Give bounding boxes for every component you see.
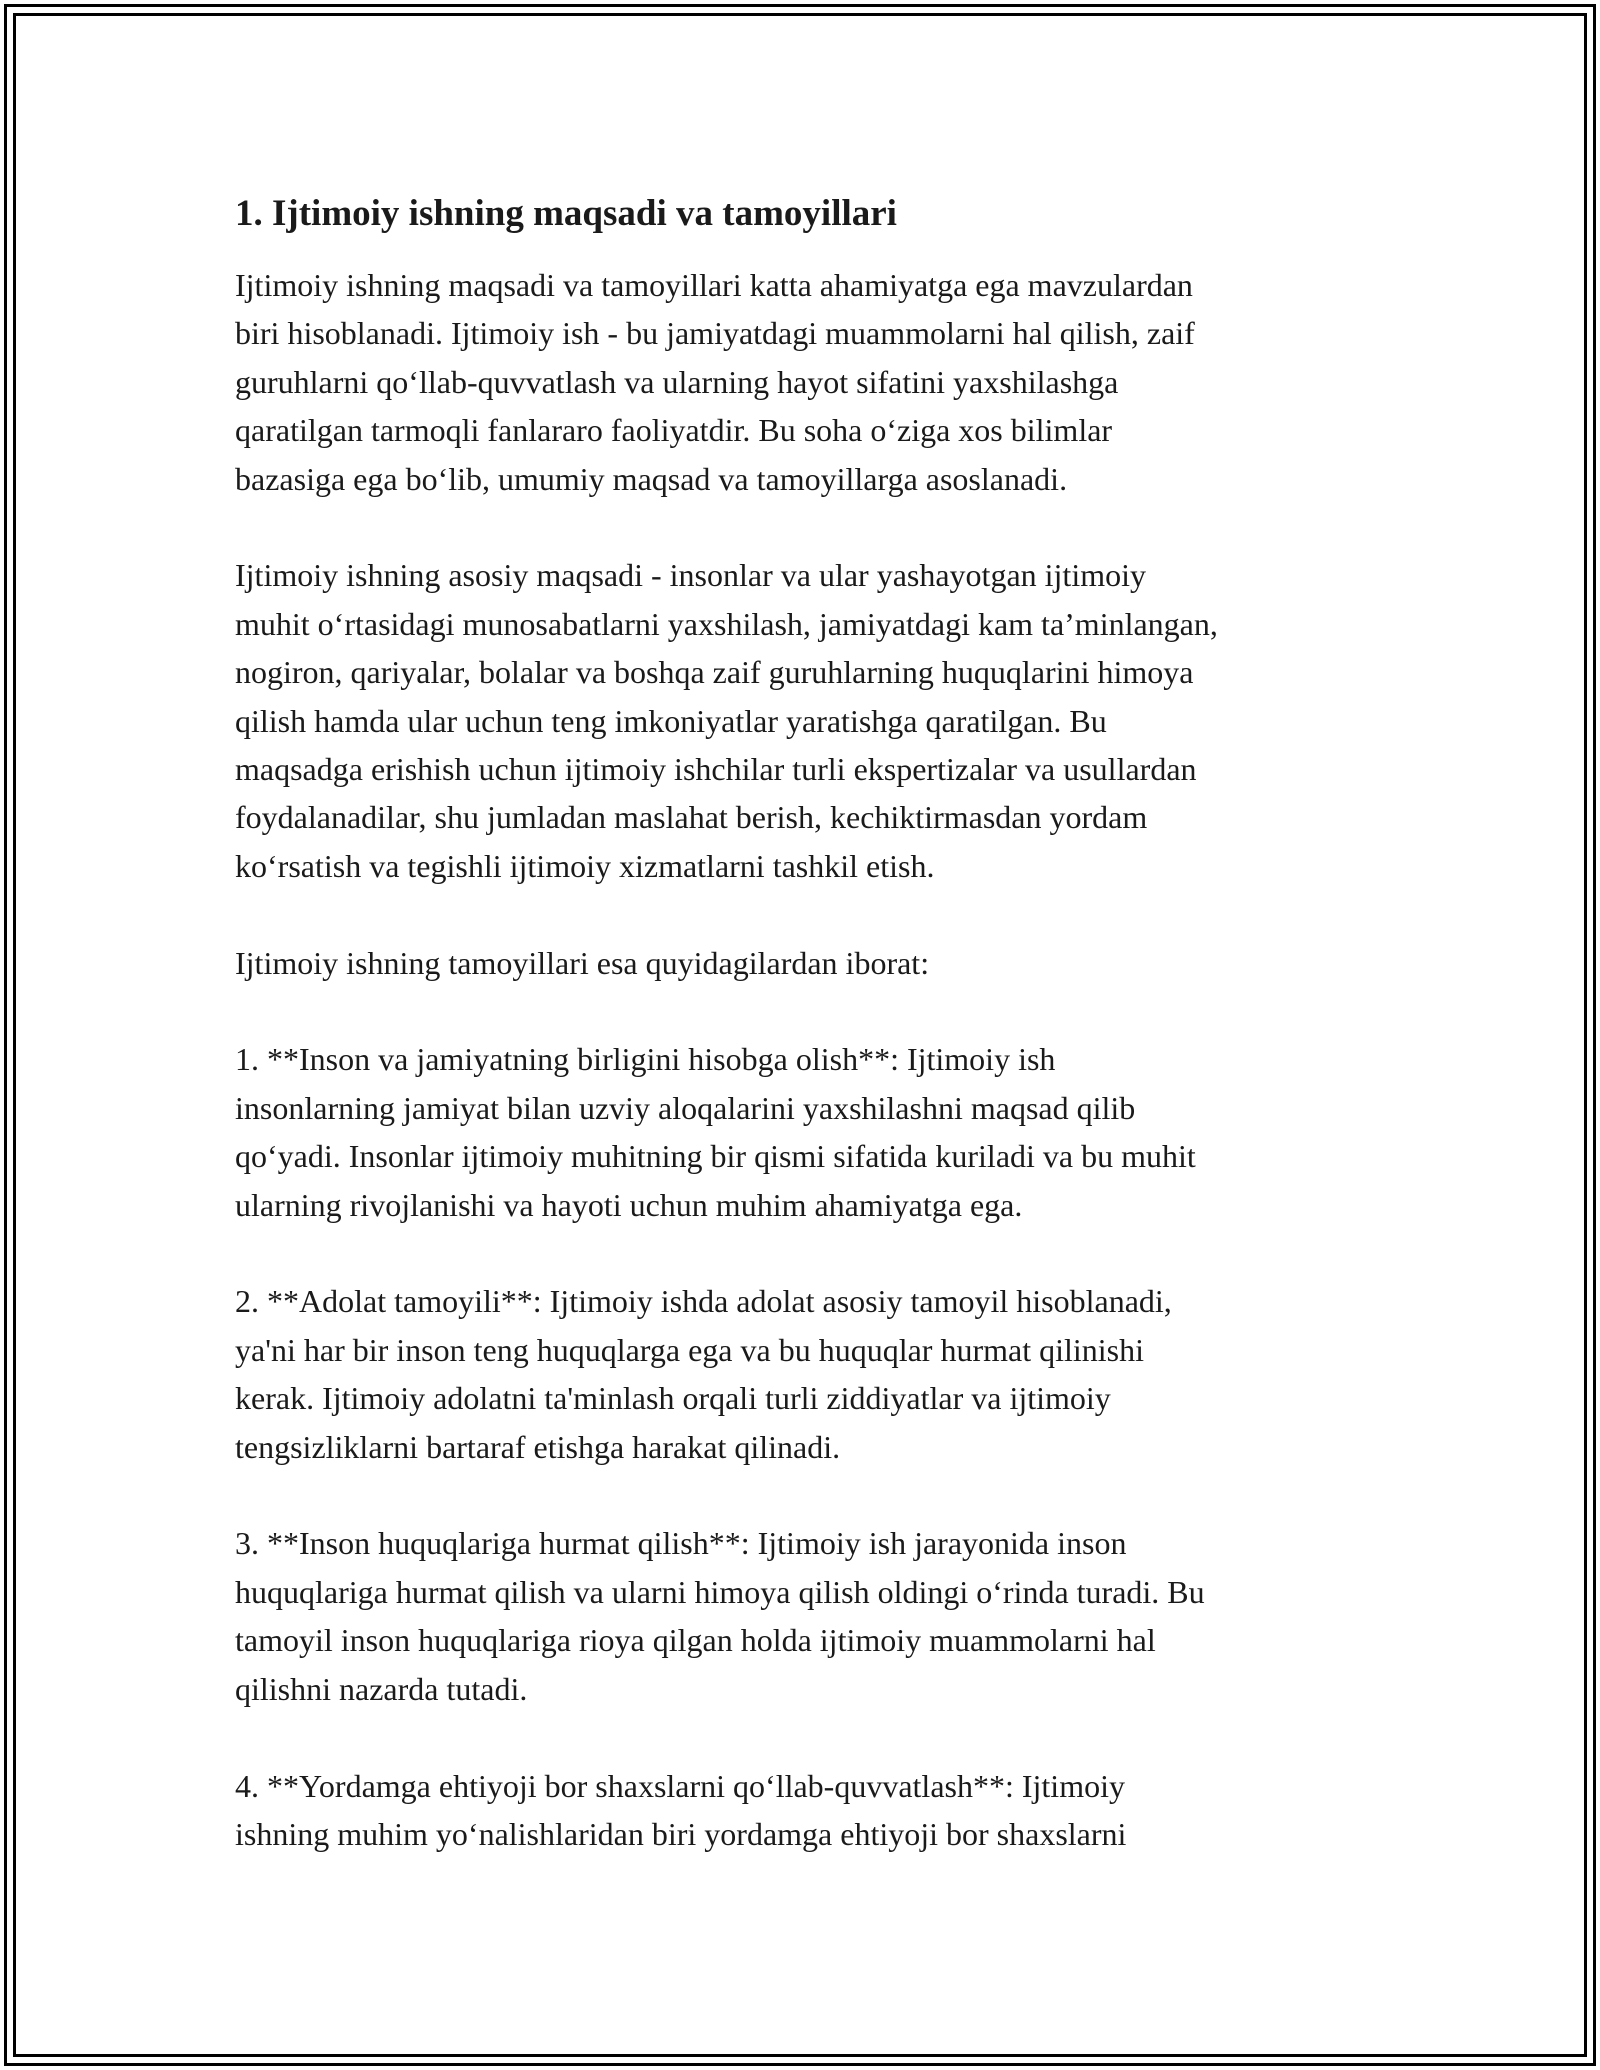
section-heading: 1. Ijtimoiy ishning maqsadi va tamoyillari — [235, 193, 897, 234]
paragraph-principles-intro: Ijtimoiy ishning tamoyillari esa quyidagilardan iborat: — [235, 944, 930, 981]
paragraph-intro: Ijtimoiy ishning maqsadi va tamoyillari katta ahamiyatga ega mavzulardan biri hisoblanadi. Ijtimoiy ish - bu jamiyatdagi muammolarni hal qilish, zaif guruhlarni qo‘llab-quvvatlash va ularning hayot sifatini yaxshilashga qaratilgan tarmoqli fanlararo faoliyatdir. Bu soha o‘ziga xos bilimlar bazasiga ega bo‘lib, umumiy maqsad va tamoyillarga asoslanadi. — [235, 267, 1195, 497]
list-item-principle-1: 1. **Inson va jamiyatning birligini hisobga olish**: Ijtimoiy ish insonlarning jamiyat bilan uzviy aloqalarini yaxshilashni maqsad qilib qo‘yadi. Insonlar ijtimoiy muhitning bir qismi sifatida kuriladi va bu muhit ularning rivojlanishi va hayoti uchun muhim ahamiyatga ega. — [235, 1041, 1196, 1223]
paragraph-main-goal: Ijtimoiy ishning asosiy maqsadi - insonlar va ular yashayotgan ijtimoiy muhit o‘rtasidagi munosabatlarni yaxshilash, jamiyatdagi kam ta’minlangan, nogiron, qariyalar, bolalar va boshqa zaif guruhlarning huquqlarini himoya qilish hamda ular uchun teng imkoniyatlar yaratishga qaratilgan. Bu maqsadga erishish uchun ijtimoiy ishchilar turli ekspertizalar va usullardan foydalanadilar, shu jumladan maslahat berish, kechiktirmasdan yordam ko‘rsatish va tegishli ijtimoiy xizmatlarni tashkil etish. — [235, 557, 1218, 884]
list-item-principle-2: 2. **Adolat tamoyili**: Ijtimoiy ishda adolat asosiy tamoyil hisoblanadi, ya'ni har bir inson teng huquqlarga ega va bu huquqlar hurmat qilinishi kerak. Ijtimoiy adolatni ta'minlash orqali turli ziddiyatlar va ijtimoiy tengsizliklarni bartaraf etishga harakat qilinadi. — [235, 1283, 1172, 1465]
list-item-principle-4: 4. **Yordamga ehtiyoji bor shaxslarni qo‘llab-quvvatlash**: Ijtimoiy ishning muhim yo‘nalishlaridan biri yordamga ehtiyoji bor shaxslarni — [235, 1767, 1127, 1852]
document-body — [235, 186, 1375, 1858]
list-item-principle-3: 3. **Inson huquqlariga hurmat qilish**: Ijtimoiy ish jarayonida inson huquqlariga hurmat qilish va ularni himoya qilish oldingi o‘rinda turadi. Bu tamoyil inson huquqlariga rioya qilgan holda ijtimoiy muammolarni hal qilishni nazarda tutadi. — [235, 1525, 1205, 1707]
